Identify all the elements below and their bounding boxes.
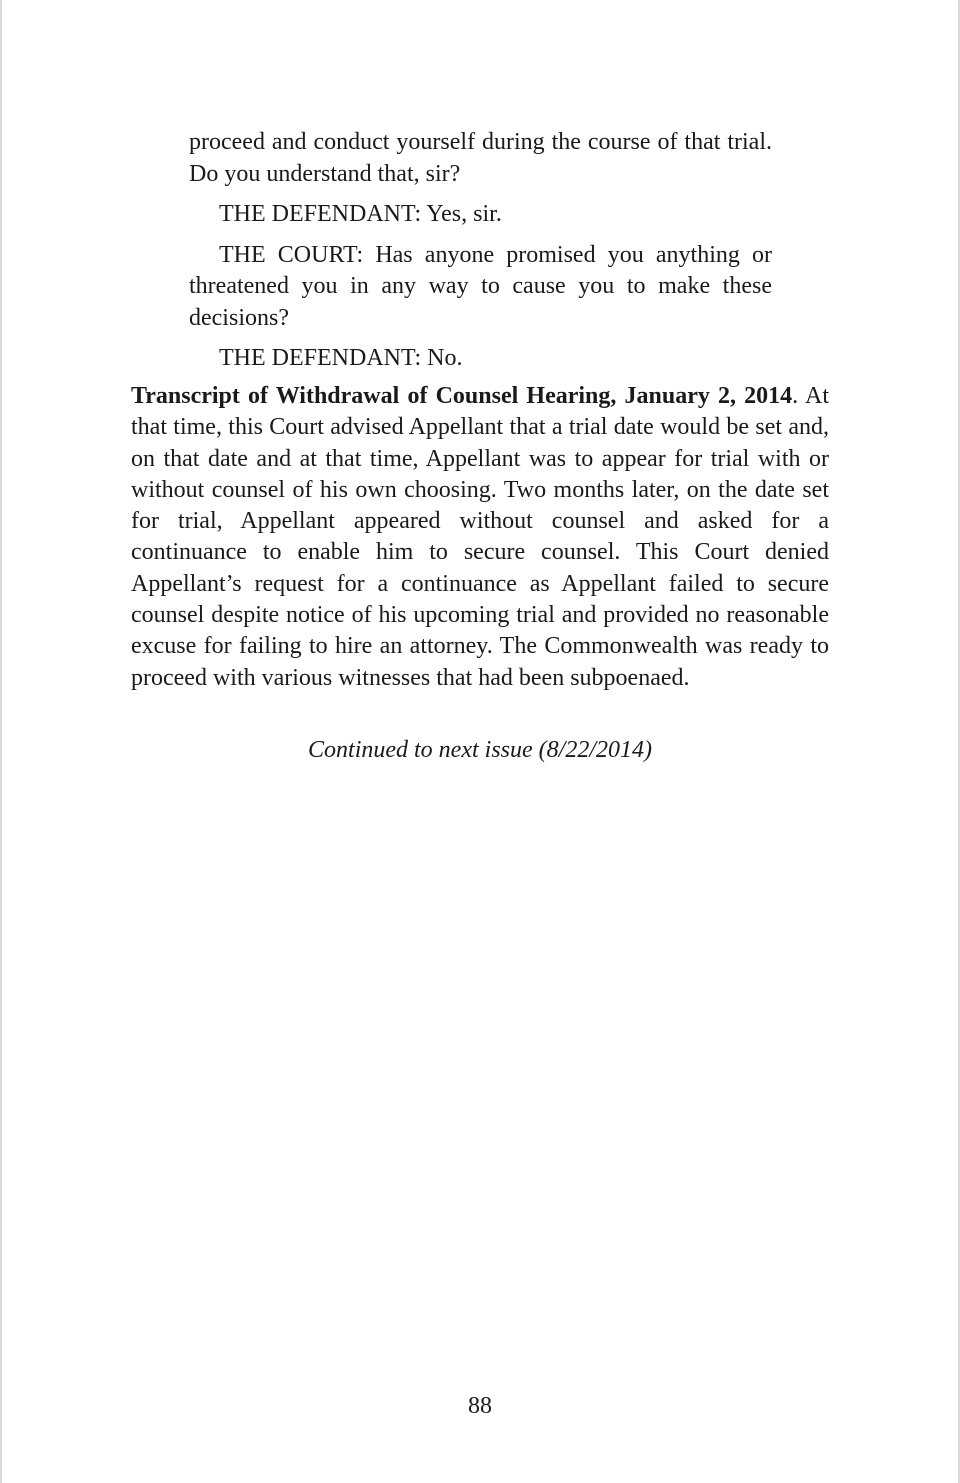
page-number: 88 [468, 1393, 492, 1419]
body-text: . At that time, this Court advised Appellant that a trial date would be set and, on that date and at that time, Appellant was to appear for trial with or without counsel of his own choosing. Two months later, on the date set for trial, Appellant appeared without counsel and asked for a continuance to enable him to secure counsel. This Court denied Appellant’s request for a continuance as Appellant failed to secure counsel despite notice of his upcoming trial and provided no reasonable excuse for failing to hire an attorney. The Commonwealth was ready to proceed with various witnesses that had been subpoenaed. [131, 383, 829, 691]
quote-paragraph-3: THE COURT: Has anyone promised you anything or threatened you in any way to cause you to make these decisions? [189, 241, 772, 331]
quote-paragraph-1: proceed and conduct yourself during the course of that trial. Do you understand that, sir? [189, 129, 772, 187]
body-paragraph [131, 381, 829, 694]
transcript-quote [189, 127, 772, 384]
continued-note: Continued to next issue (8/22/2014) [308, 737, 652, 763]
quote-paragraph-4: THE DEFENDANT: No. [219, 345, 463, 371]
body-paragraph-text [131, 381, 829, 694]
transcript-citation: Transcript of Withdrawal of Counsel Hearing, January 2, 2014 [131, 383, 793, 409]
quote-paragraph-2: THE DEFENDANT: Yes, sir. [219, 201, 502, 227]
